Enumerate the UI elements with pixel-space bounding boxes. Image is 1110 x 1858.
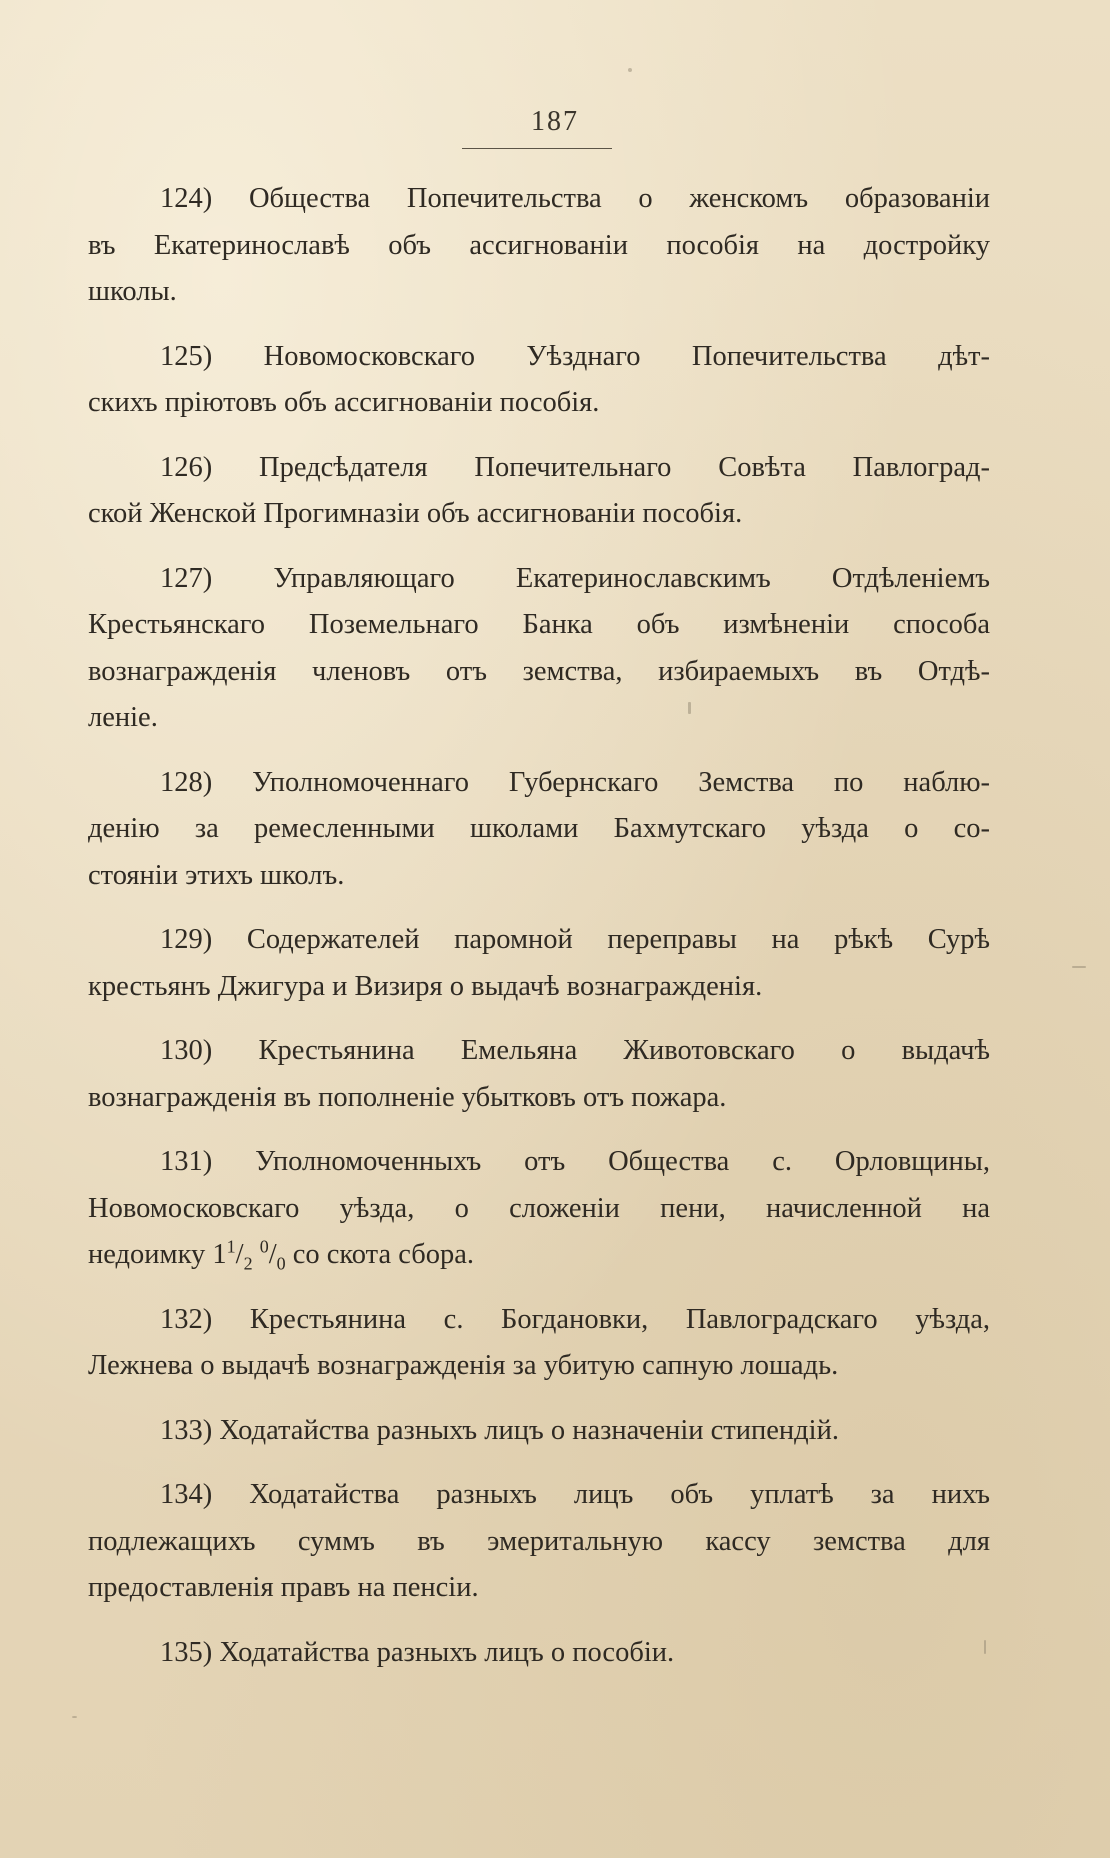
entry-line: Крестьянскаго Поземельнаго Банка объ измѣненіи способа [88,609,990,640]
entry-line: 133) Ходатайства разныхъ лицъ о назначеніи стипендій. [160,1414,839,1446]
entry-line: 125) Новомосковскаго Уѣзднаго Попечительства дѣт- [160,340,990,372]
fraction-denominator: 2 [243,1253,253,1274]
fraction-numerator: 1 [226,1236,236,1257]
percent-sign-top: 0 [259,1236,269,1257]
entry-line: подлежащихъ суммъ въ эмеритальную кассу земства для [88,1525,990,1557]
entry-line: 132) Крестьянина с. Богдановки, Павлоградскаго уѣзда, [160,1303,990,1335]
entry-line: 130) Крестьянина Емельяна Животовскаго о выдачѣ [160,1035,990,1066]
paper-speck [628,68,632,72]
agenda-item-133 [88,1408,990,1455]
agenda-item-126 [88,445,990,538]
entry-line: Лежнева о выдачѣ вознагражденія за убитую сапную лошадь. [88,1350,839,1381]
entry-line: 134) Ходатайства разныхъ лицъ объ уплатѣ за нихъ [160,1479,990,1510]
entry-line: крестьянъ Джигура и Визиря о выдачѣ вознагражденія. [88,970,763,1002]
entry-line-with-fraction [88,1232,990,1279]
entry-line: скихъ пріютовъ объ ассигнованіи пособія. [88,387,600,418]
percent-sign-slash: / [268,1239,277,1270]
page-header [0,106,1110,138]
agenda-item-127 [88,556,990,742]
paper-speck [688,702,691,714]
entry-line: 128) Уполномоченнаго Губернскаго Земства по наблю- [160,766,990,798]
entry-line: въ Екатеринославѣ объ ассигнованіи пособія на достройку [88,229,990,261]
entry-line: 135) Ходатайства разныхъ лицъ о пособіи. [160,1636,675,1668]
percent-sign-bottom: 0 [276,1253,286,1274]
agenda-item-128 [88,760,990,900]
entry-line: ской Женской Прогимназіи объ ассигнованіи пособія. [88,498,743,529]
fraction-slash: / [235,1239,244,1270]
entry-line: школы. [88,276,177,307]
agenda-item-135 [88,1630,990,1677]
fraction-trail-text: со скота сбора. [285,1239,475,1270]
entry-line: леніе. [88,702,158,733]
entry-line: предоставленія правъ на пенсіи. [88,1572,479,1603]
paper-speck [984,1640,986,1654]
entry-line: 129) Содержателей паромной переправы на рѣкѣ Сурѣ [160,924,990,955]
entry-line: вознагражденія членовъ отъ земства, избираемыхъ въ Отдѣ- [88,655,990,687]
agenda-item-131 [88,1139,990,1279]
agenda-item-130 [88,1028,990,1121]
agenda-list [88,176,990,1694]
fraction-lead-text: недоимку 1 [88,1239,227,1270]
agenda-item-132 [88,1297,990,1390]
entry-line: 127) Управляющаго Екатеринославскимъ Отдѣленіемъ [160,562,990,594]
paper-speck [72,1716,77,1718]
paper-speck [1072,966,1086,968]
entry-line: 124) Общества Попечительства о женскомъ образованіи [160,183,990,214]
agenda-item-124 [88,176,990,316]
entry-line: 131) Уполномоченныхъ отъ Общества с. Орловщины, [160,1146,990,1177]
entry-line: стояніи этихъ школъ. [88,859,345,891]
header-rule [462,148,612,149]
entry-line: вознагражденія въ пополненіе убытковъ отъ пожара. [88,1081,727,1113]
entry-line: денію за ремесленными школами Бахмутскаго уѣзда о со- [88,813,990,844]
page-number: 187 [531,106,579,137]
agenda-item-125 [88,334,990,427]
agenda-item-129 [88,917,990,1010]
agenda-item-134 [88,1472,990,1612]
entry-line: 126) Предсѣдателя Попечительнаго Совѣта Павлоград- [160,451,990,483]
entry-line: Новомосковскаго уѣзда, о сложеніи пени, начисленной на [88,1192,990,1224]
